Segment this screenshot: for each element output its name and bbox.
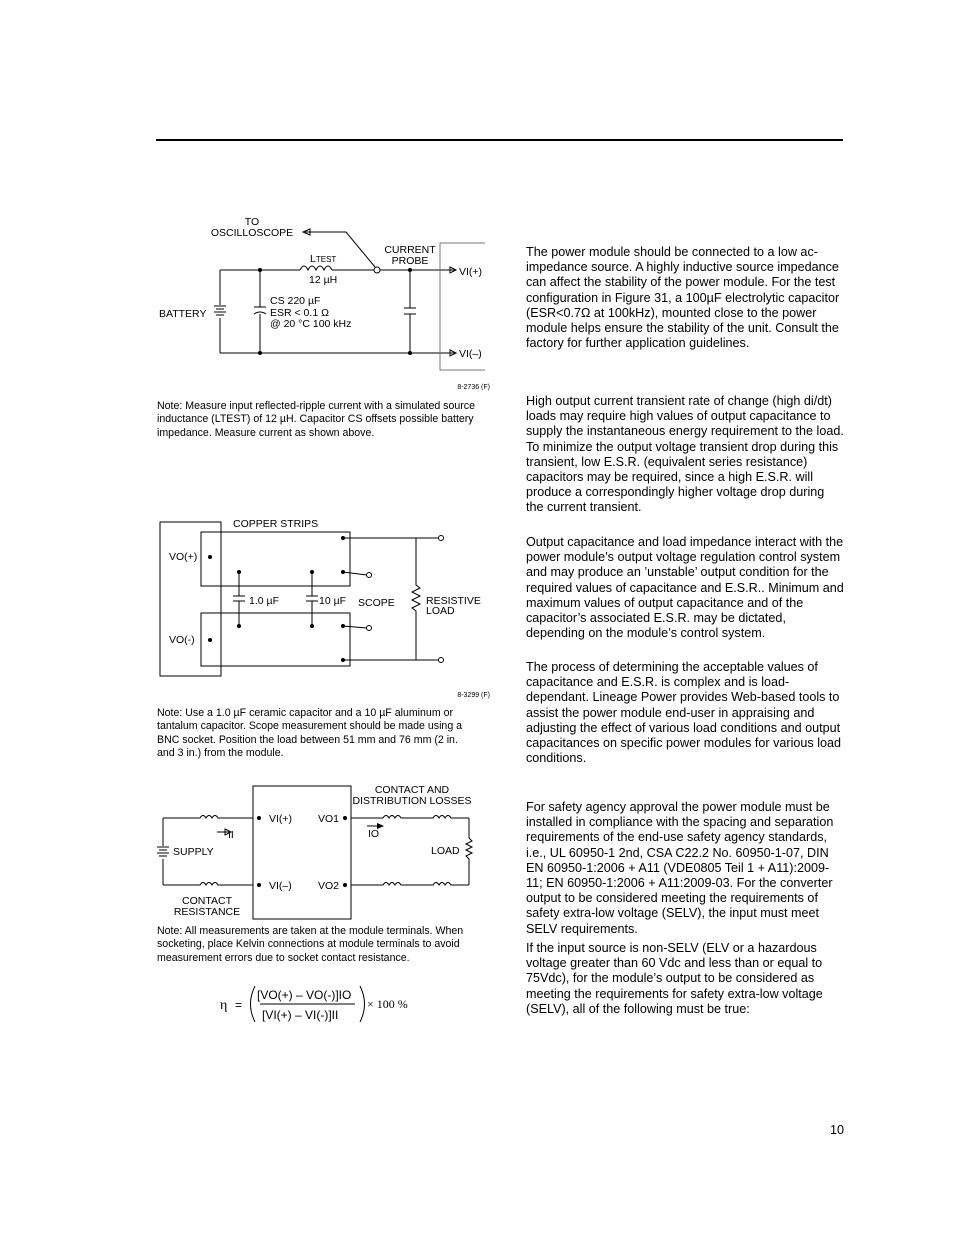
paragraph-safety-approval: For safety agency approval the power module must be installed in compliance with the spacing and separation requirements of the end-use safety agency standards, i.e., UL 60950-1 2nd, CSA C22.2 No. 60950-1-07, DIN EN 60950-1:2006 + A11 (VDE0805 Teil 1 + A11):2009-11; EN 60950-1:2006 + A11:2009-03. For the converter output to be considered meeting the requirements of safety extra-low voltage (SELV), the input must meet SELV requirements.: [526, 800, 834, 936]
ltest-value: 12 µH: [309, 274, 338, 286]
paragraph-input-source-impedance: The power module should be connected to a low ac-impedance source. A highly inductive source impedance can affect the stability of the power module. For the test configuration in Figure 31, a 100µF electrolytic capacitor (ESR<0.7Ω at 100kHz), mounted close to the power module helps ensure the stability of the unit. Consult the factory for further application guidelines.: [526, 245, 840, 351]
esr-label: ESR < 0.1 Ω: [270, 307, 329, 319]
paragraph-output-stability: Output capacitance and load impedance interact with the power module’s output voltage regulation control system and may produce an ’unstable’ output condition for the required values of capacitance and E.S.R.. Minimum and maximum values of output capacitance and of the capacitor’s associated E.S.R. may be dictated, depending on the module’s control system.: [526, 535, 844, 641]
vo-plus-label: VO(+): [169, 551, 198, 563]
contact-label: CONTACT: [182, 895, 232, 907]
figure-id: 8-3299 (F): [457, 692, 490, 699]
efficiency-test-diagram: [155, 780, 485, 925]
cap2-label: 10 µF: [319, 595, 347, 607]
cap1-label: 1.0 µF: [249, 595, 279, 607]
input-ripple-test-diagram: [150, 210, 495, 395]
paragraph-non-selv: If the input source is non-SELV (ELV or a hazardous voltage greater than 60 Vdc and less than or equal to 75Vdc), for the module’s output to be considered as meeting the requirements for safety extra-low voltage (SELV), all of the following must be true:: [526, 941, 823, 1016]
current-label: CURRENT: [384, 244, 436, 256]
paragraph-web-tools: The process of determining the acceptable values of capacitance and E.S.R. is complex and is load-dependant. Lineage Power provides Web-based tools to assist the power module end-user in appraising and adjusting the effect of various load conditions and output capacitances on specific power modules for various load conditions.: [526, 660, 842, 766]
probe-label: PROBE: [391, 255, 429, 267]
vi-minus-label: VI(–): [269, 880, 292, 892]
formula-denominator: [VI(+) – VI(-)]II: [262, 1008, 339, 1022]
page-number: 10: [829, 1123, 844, 1137]
figure-a-note: Note: Measure input reflected-ripple current with a simulated source inductance (LTEST) of 12 µH. Capacitor CS offsets possible battery impedance. Measure current as shown above.: [157, 400, 475, 439]
load-label: LOAD: [431, 845, 460, 857]
resistance-label: RESISTANCE: [173, 906, 241, 918]
resistive-label: RESISTIVE: [426, 595, 481, 607]
io-label: IO: [368, 828, 380, 840]
figure-id: 8-2736 (F): [457, 384, 490, 391]
efficiency-formula: [215, 982, 425, 1027]
equals-sign: =: [235, 998, 243, 1012]
distribution-losses-label: DISTRIBUTION LOSSES: [352, 795, 472, 807]
formula-numerator: [VO(+) – VO(-)]IO: [257, 988, 352, 1002]
paragraph-output-transient: High output current transient rate of change (high di/dt) loads may require high values of output capacitance to supply the instantaneous energy requirement to the load. To minimize the output voltage transient drop during this transient, low E.S.R. (equivalent series resistance) capacitors may be required, since a high E.S.R. will produce a correspondingly higher voltage drop during the current transient.: [526, 394, 844, 515]
vo-minus-label: VO(-): [169, 634, 195, 646]
vi-plus-label: VI(+): [459, 266, 483, 278]
copper-strips-label: COPPER STRIPS: [233, 518, 319, 530]
temp-freq-label: @ 20 °C 100 kHz: [270, 318, 352, 330]
vi-plus-label: VI(+): [269, 813, 293, 825]
eta-symbol: η: [220, 998, 228, 1013]
formula-multiplier: × 100 %: [367, 997, 408, 1011]
vo1-label: VO1: [318, 813, 340, 825]
scope-label: SCOPE: [358, 597, 395, 609]
header-rule: [156, 139, 843, 141]
output-ripple-test-diagram: [155, 515, 495, 705]
figure-c-note: Note: All measurements are taken at the module terminals. When socketing, place Kelvin connections at module terminals to avoid measurement errors due to socket contact resistance.: [157, 925, 464, 964]
oscilloscope-label: OSCILLOSCOPE: [210, 227, 294, 239]
supply-label: SUPPLY: [173, 846, 214, 858]
figure-b-note: Note: Use a 1.0 µF ceramic capacitor and a 10 µF aluminum or tantalum capacitor. Scope measurement should be made using a BNC socket. Position the load between 51 mm and 76 mm (2 in. and 3 in.) from the module.: [157, 707, 463, 760]
ii-label: II: [228, 829, 234, 841]
to-label: TO: [244, 216, 260, 228]
vo2-label: VO2: [318, 880, 340, 892]
load-label: LOAD: [426, 605, 455, 617]
cs-label: CS 220 µF: [270, 295, 321, 307]
battery-label: BATTERY: [159, 308, 207, 320]
vi-minus-label: VI(–): [459, 348, 482, 360]
ltest-label: LTEST: [310, 253, 337, 265]
contact-losses-label: CONTACT AND: [374, 784, 450, 796]
